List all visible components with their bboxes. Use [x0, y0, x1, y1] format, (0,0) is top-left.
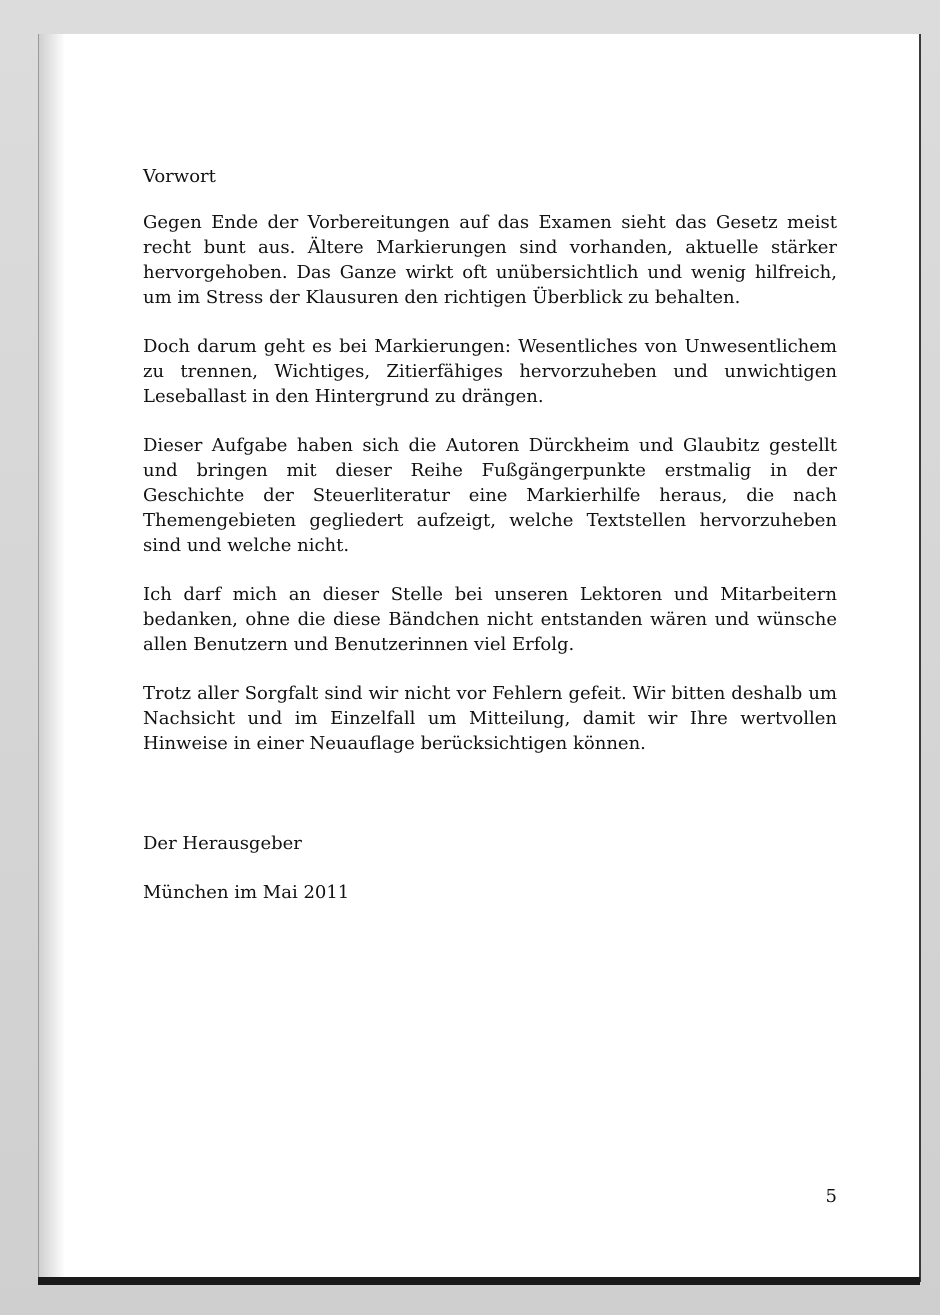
page-gutter-shadow: [39, 34, 65, 1282]
page-bottom-edge: [38, 1277, 920, 1285]
signature: Der Herausgeber: [143, 833, 302, 854]
page-content: [143, 164, 837, 905]
paragraph-3: Dieser Aufgabe haben sich die Autoren Dürckheim und Glaubitz gestellt und bringen mit dieser Reihe Fußgängerpunkte erstmalig in der Geschichte der Steuerliteratur eine Markierhilfe heraus, die nach Themengebieten gegliedert aufzeigt, welche Textstellen hervorzuheben sind und welche nicht.: [143, 435, 837, 556]
book-page: [38, 34, 919, 1282]
paragraph-5: Trotz aller Sorgfalt sind wir nicht vor Fehlern gefeit. Wir bitten deshalb um Nachsicht und im Einzelfall um Mitteilung, damit wir Ihre wertvollen Hinweise in einer Neuauflage berücksichtigen können.: [143, 683, 837, 754]
page-number: 5: [825, 1186, 837, 1207]
paragraph-1: Gegen Ende der Vorbereitungen auf das Examen sieht das Gesetz meist recht bunt aus. Ältere Markierungen sind vorhanden, aktuelle stärker hervorgehoben. Das Ganze wirkt oft unübersichtlich und wenig hilfreich, um im Stress der Klausuren den richtigen Überblick zu behalten.: [143, 212, 837, 308]
paragraph-4: Ich darf mich an dieser Stelle bei unseren Lektoren und Mitarbeitern bedanken, ohne die diese Bändchen nicht entstanden wären und wünsche allen Benutzern und Benutzerinnen viel Erfolg.: [143, 584, 837, 655]
page-title: Vorwort: [143, 166, 216, 187]
page-right-edge: [919, 34, 921, 1282]
paragraph-2: Doch darum geht es bei Markierungen: Wesentliches von Unwesentlichem zu trennen, Wichtiges, Zitierfähiges hervorzuheben und unwichtigen Leseballast in den Hintergrund zu drängen.: [143, 336, 837, 407]
place-date: München im Mai 2011: [143, 882, 350, 903]
